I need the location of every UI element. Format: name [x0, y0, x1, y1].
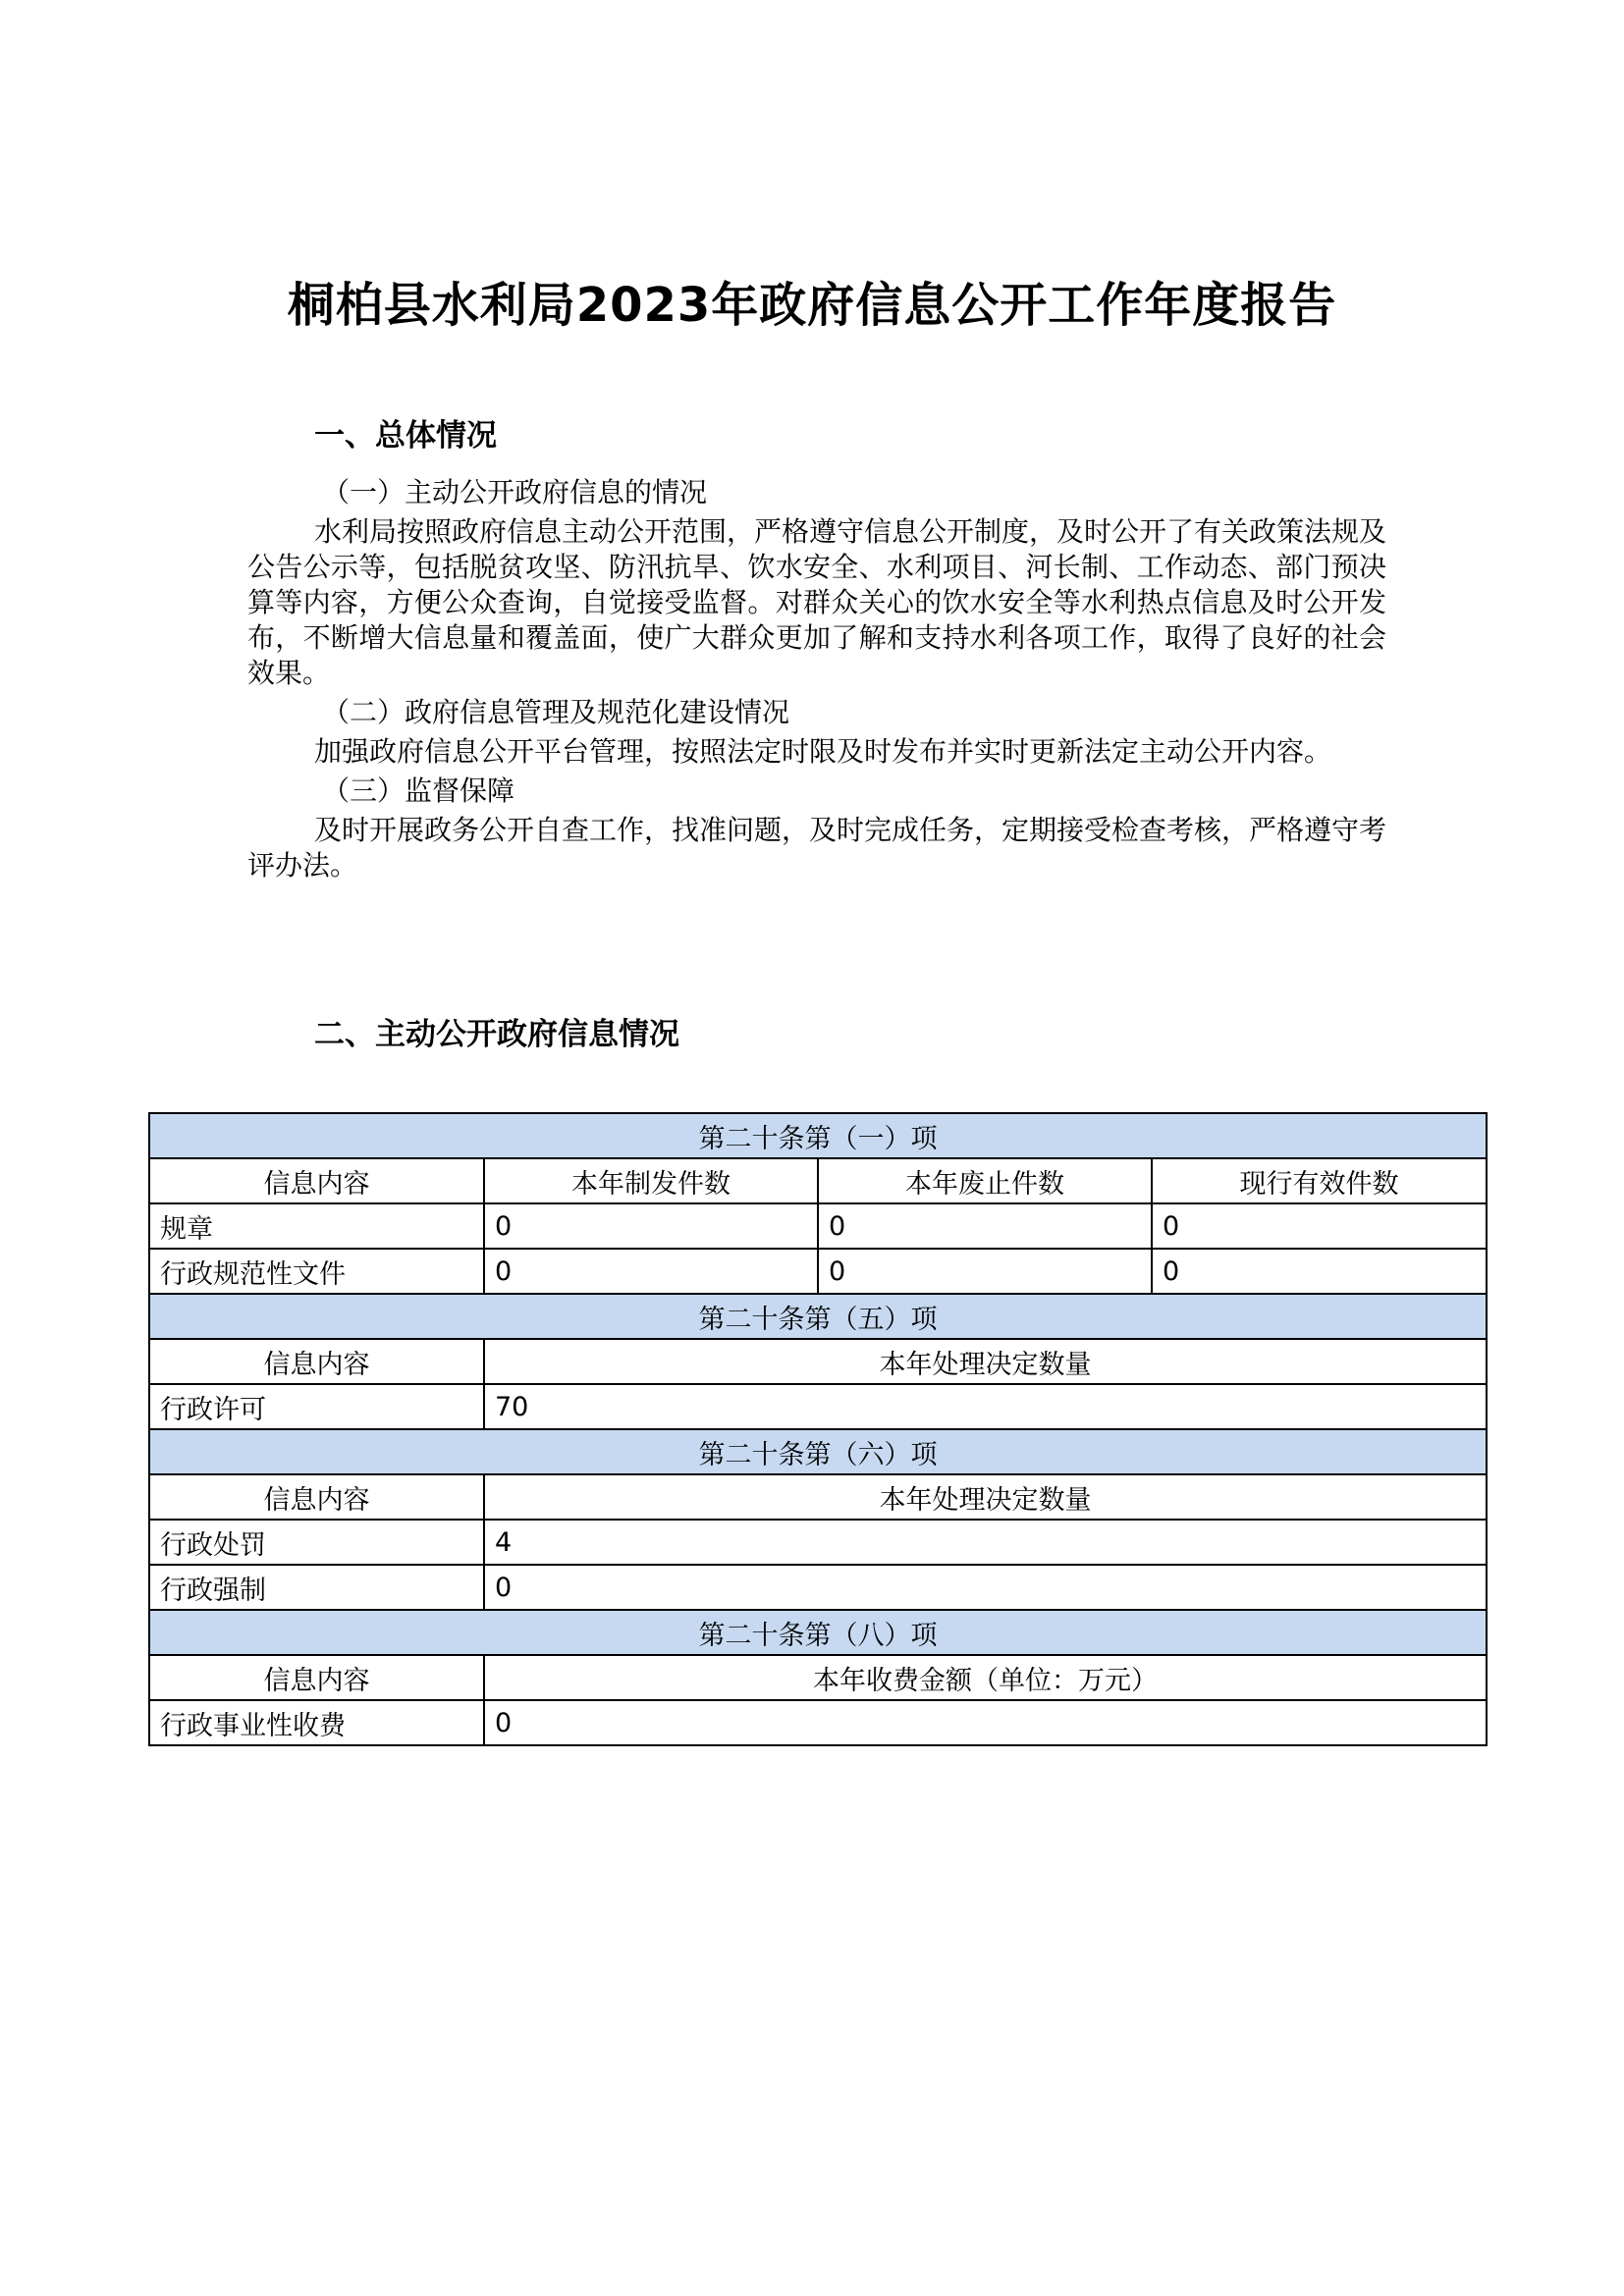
column-header: 现行有效件数	[1152, 1158, 1487, 1203]
table-row	[149, 1700, 1487, 1745]
cell-value: 0	[818, 1203, 1152, 1249]
paragraph-supervision: 及时开展政务公开自查工作，找准问题，及时完成任务，定期接受检查考核，严格遵守考评办法。	[247, 814, 1387, 881]
section-heading-overview: 一、总体情况	[314, 418, 497, 454]
table-row	[149, 1384, 1487, 1429]
table-header-row	[149, 1158, 1487, 1203]
cell-value: 0	[1152, 1249, 1487, 1294]
cell-value: 0	[818, 1249, 1152, 1294]
paragraph-proactive-disclosure: 水利局按照政府信息主动公开范围，严格遵守信息公开制度，及时公开了有关政策法规及公告公示等，包括脱贫攻坚、防汛抗旱、饮水安全、水利项目、河长制、工作动态、部门预决算等内容，方便公众查询，自觉接受监督。对群众关心的饮水安全等水利热点信息及时公开发布，不断增大信息量和覆盖面，使广大群众更加了解和支持水利各项工作，取得了良好的社会效果。	[247, 515, 1387, 689]
table-header-row	[149, 1655, 1487, 1700]
table-section-title: 第二十条第（一）项	[149, 1113, 1487, 1158]
row-label: 行政强制	[149, 1565, 484, 1610]
column-header: 本年处理决定数量	[484, 1474, 1487, 1520]
column-header: 本年制发件数	[484, 1158, 818, 1203]
column-header: 信息内容	[149, 1655, 484, 1700]
table-row	[149, 1203, 1487, 1249]
overview-body	[247, 475, 1386, 887]
table-section-title: 第二十条第（六）项	[149, 1429, 1487, 1474]
row-label: 行政事业性收费	[149, 1700, 484, 1745]
sub-heading-supervision: （三）监督保障	[322, 774, 515, 807]
cell-value: 0	[484, 1203, 818, 1249]
table-section-row	[149, 1113, 1487, 1158]
cell-value: 0	[484, 1249, 818, 1294]
column-header: 本年收费金额（单位：万元）	[484, 1655, 1487, 1700]
column-header: 信息内容	[149, 1339, 484, 1384]
cell-value: 0	[1152, 1203, 1487, 1249]
cell-value: 0	[484, 1565, 1487, 1610]
column-header: 本年废止件数	[818, 1158, 1152, 1203]
row-label: 行政许可	[149, 1384, 484, 1429]
table-header-row	[149, 1474, 1487, 1520]
table-row	[149, 1565, 1487, 1610]
column-header: 信息内容	[149, 1474, 484, 1520]
page-title: 桐柏县水利局2023年政府信息公开工作年度报告	[287, 278, 1337, 333]
cell-value: 0	[484, 1700, 1487, 1745]
section-heading-disclosure: 二、主动公开政府信息情况	[314, 1017, 679, 1052]
table-section-title: 第二十条第（八）项	[149, 1610, 1487, 1655]
table-row	[149, 1249, 1487, 1294]
table-section-row	[149, 1429, 1487, 1474]
row-label: 行政处罚	[149, 1520, 484, 1565]
column-header: 信息内容	[149, 1158, 484, 1203]
row-label: 规章	[149, 1203, 484, 1249]
table-header-row	[149, 1339, 1487, 1384]
sub-heading-proactive-disclosure: （一）主动公开政府信息的情况	[322, 476, 708, 508]
table-section-row	[149, 1294, 1487, 1339]
cell-value: 4	[484, 1520, 1487, 1565]
table-section-row	[149, 1610, 1487, 1655]
table-section-title: 第二十条第（五）项	[149, 1294, 1487, 1339]
paragraph-management: 加强政府信息公开平台管理，按照法定时限及时发布并实时更新法定主动公开内容。	[314, 735, 1332, 768]
disclosure-table	[148, 1112, 1488, 1746]
column-header: 本年处理决定数量	[484, 1339, 1487, 1384]
cell-value: 70	[484, 1384, 1487, 1429]
sub-heading-management: （二）政府信息管理及规范化建设情况	[322, 696, 790, 728]
row-label: 行政规范性文件	[149, 1249, 484, 1294]
table-row	[149, 1520, 1487, 1565]
